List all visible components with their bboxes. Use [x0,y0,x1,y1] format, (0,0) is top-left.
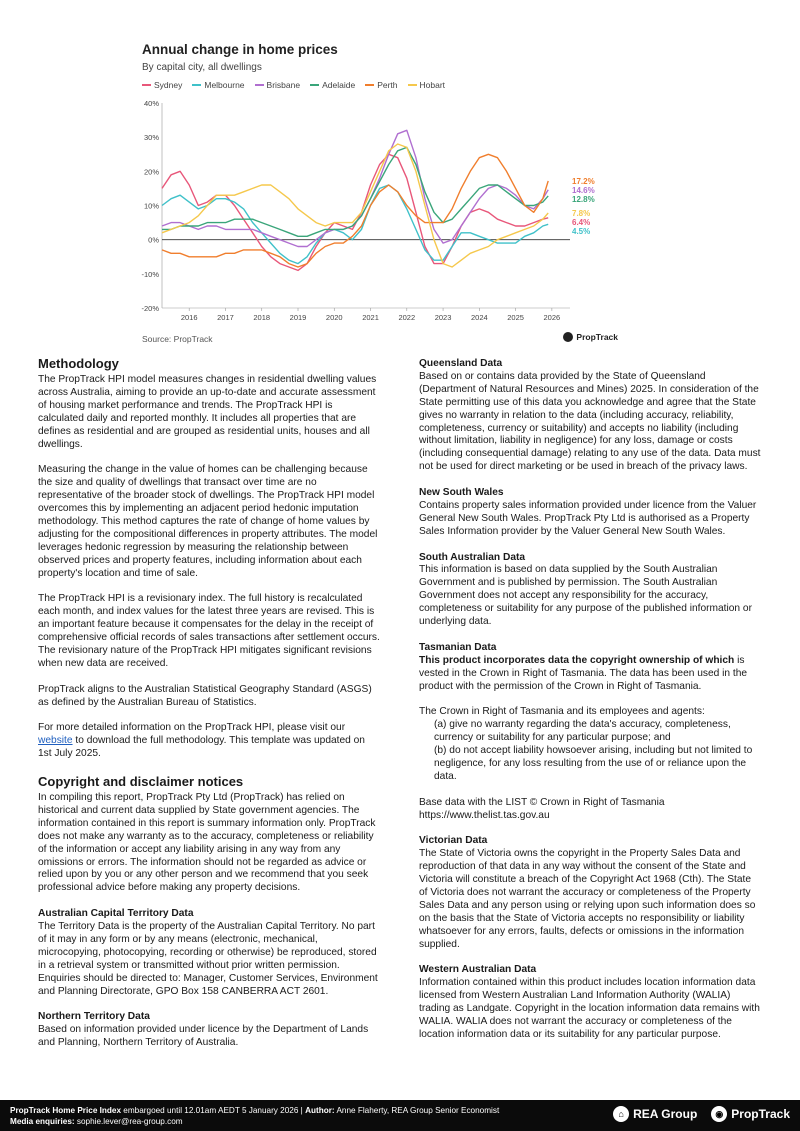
y-tick-label: -10% [141,269,159,279]
methodology-paragraph: For more detailed information on the PropTrack HPI, please visit our website to download the full methodology. This template was updated on 1st July 2025. [38,722,365,760]
legend-swatch [408,84,417,86]
legend-item-brisbane [255,80,301,90]
legend-item-melbourne [192,80,244,90]
rea-group-logo: ⌂ REA Group [613,1106,697,1122]
copyright-paragraph: In compiling this report, PropTrack Pty Ltd (PropTrack) has relied on historical and current data supplied by State government agencies. The information contained in this report is summary information only. PropTrack does not make any warranty as to the accuracy, completeness or reliability of the information or accept any liability arising in any way from any omissions or errors. The information should not be regarded as advice or relied upon by you or any other person and we recommend that you seek professional advice before making any property decisions. [38,792,376,894]
legend-item-perth [365,80,397,90]
y-tick-label: 30% [143,133,159,143]
media-email: sophie.lever@rea-group.com [74,1117,183,1126]
x-tick-label: 2018 [253,313,271,322]
end-label-melbourne: 4.5% [572,227,591,237]
act-heading: Australian Capital Territory Data [38,908,194,920]
x-tick-label: 2022 [398,313,416,322]
legend-swatch [310,84,319,86]
legend-label: Adelaide [322,80,356,90]
x-tick-label: 2026 [543,313,561,322]
methodology-paragraph: The PropTrack HPI is a revisionary index. The full history is recalculated each month, and index values for the latest three years are revised. This is an important feature because it compensates for the delay in the receipt of comprehensive official records of sales transactions after settlement occurs. The revisionary nature of the PropTrack HPI mitigates significant revisions when new data are received. [38,593,380,669]
act-paragraph: The Territory Data is the property of the Australian Capital Territory. No part of it may in any form or by any means (electronic, mechanical, microcopying, photocopying, recording or otherwise) be reproduced, stored in a retrieval system or transmitted without prior written permission. Enquiries should be directed to: Manager, Customer Services, Environment and Planning Directorate, GPO Box 158 CANBERRA ACT 2601. [38,921,378,997]
series-line-brisbane [162,130,548,246]
legend-label: Hobart [419,80,446,90]
sa-paragraph: This information is based on data supplied by the South Australian Government and is published by permission. The South Australian Government does not accept any responsibility for the accuracy, completeness or suitability for any purpose of the published information or underlying data. [419,564,752,628]
x-tick-label: 2025 [507,313,524,322]
legend-swatch [255,84,264,86]
methodology-paragraph: Measuring the change in the value of homes can be challenging because the size and quality of dwellings that transact over time are no representative of the broader stock of dwellings. The PropTrack HPI model overcomes this by implementing an adjacent period hedonic imputation methodology. This method captures the rate of change of home values by adjusting for the compositional differences in property attributes. The model leverages hedonic regression by measuring the relationship between observed prices and property features, including information about each property's location and time of sale. [38,464,378,579]
right-column [419,356,762,1055]
legend-item-hobart [408,80,446,90]
tas-item-b: (b) do not accept liability howsoever arising, including but not limited to negligence, for any loss resulting from the use of or reliance upon the data. [434,745,753,782]
wa-heading: Western Australian Data [419,964,537,976]
y-tick-label: 20% [143,167,159,177]
line-chart [140,98,620,334]
end-label-adelaide: 12.8% [572,194,595,204]
end-label-hobart: 7.8% [572,209,591,219]
tas-paragraph: This product incorporates data the copyright ownership of which is vested in the Crown in Right of Tasmania. The data has been used in the product with the permission of the Crown in Right of Tasmania. [419,654,748,692]
tas-base-data: Base data with the LIST © Crown in Right of Tasmania [419,796,665,808]
end-label-perth: 17.2% [572,176,595,186]
x-tick-label: 2019 [289,313,307,322]
footer-text: PropTrack Home Price Index embargoed until 12.01am AEDT 5 January 2026 | Author: Anne Flaherty, REA Group Senior Economist Media enquiries: sophie.lever@rea-group.com [10,1106,500,1126]
rea-home-icon: ⌂ [613,1106,629,1122]
x-tick-label: 2021 [362,313,379,322]
legend-swatch [365,84,374,86]
series-line-perth [162,154,548,267]
end-label-brisbane: 14.6% [572,185,595,195]
chart-subtitle: By capital city, all dwellings [142,62,262,73]
y-tick-label: 40% [143,99,159,108]
vic-heading: Victorian Data [419,835,488,847]
qld-paragraph: Based on or contains data provided by the State of Queensland (Department of Natural Resources and Mines) 2025. In consideration of the State permitting use of this data you acknowledge and agree that the State gives no warranty in relation to the data (including accuracy, reliability, completeness, currency or suitability) and accepts no liability (including without limitation, liability in negligence) for any loss, damage or costs (including consequential damage) relating to any use of the data. Data must not be used for direct marketing or be used in breach of the privacy laws. [419,370,761,473]
x-tick-label: 2020 [325,313,343,322]
wa-paragraph: Information contained within this product includes location information data licensed from Western Australian Land Information Authority (WALIA) trading as Landgate. Copyright in the location information data remains with WALIA. WALIA does not warrant the accuracy or completeness of the location information data or its suitability for any particular purpose. [419,977,760,1041]
vic-paragraph: The State of Victoria owns the copyright in the Property Sales Data and reproduction of that data in any way without the consent of the State and Victoria will constitute a breach of the Copyright Act 1968 (Cth). The State of Victoria does not warrant the accuracy or completeness of the Property Sales Data and any person using or relying upon such information does so on the basis that the State of Victoria accepts no responsibility or liability whatsoever for any errors, faults, defects or omissions in the information supplied. [419,848,756,950]
chart-title: Annual change in home prices [142,42,338,57]
tas-url: https://www.thelist.tas.gov.au [419,809,550,821]
proptrack-logo-icon [563,332,573,342]
footer-bar [0,1100,800,1131]
methodology-paragraph: PropTrack aligns to the Australian Statistical Geography Standard (ASGS) as defined by the Australian Bureau of Statistics. [38,683,372,708]
website-link[interactable]: website [38,735,73,747]
chart-container [140,42,620,347]
chart-source: Source: PropTrack [142,334,213,344]
methodology-paragraph: The PropTrack HPI model measures changes in residential dwelling values across Australia, aiming to provide an up-to-date and accurate assessment of housing market performance and trends. The PropTrack HPI is calculated daily and reported monthly. It includes all properties that are defines as residential and are grouped as residential units, houses and all dwellings. [38,374,377,450]
y-tick-label: 10% [143,201,159,211]
end-label-sydney: 6.4% [572,218,591,228]
chart-legend [142,80,445,90]
legend-item-adelaide [310,80,355,90]
y-tick-label: 0% [148,235,159,245]
tas-item-a: (a) give no warranty regarding the data's accuracy, completeness, currency or suitability for any particular purpose; and [434,719,731,744]
footer-logos [613,1106,790,1122]
methodology-heading: Methodology [38,356,119,371]
legend-label: Sydney [154,80,183,90]
legend-label: Melbourne [204,80,245,90]
legend-swatch [192,84,201,86]
tas-heading: Tasmanian Data [419,641,497,653]
series-line-hobart [162,144,548,267]
tas-paragraph: The Crown in Right of Tasmania and its employees and agents: [419,706,705,718]
x-tick-label: 2024 [470,313,488,322]
nsw-heading: New South Wales [419,487,504,499]
legend-label: Brisbane [266,80,301,90]
nt-paragraph: Based on information provided under licence by the Department of Lands and Planning, Northern Territory of Australia. [38,1024,369,1049]
x-tick-label: 2023 [434,313,452,322]
series-line-sydney [162,154,548,270]
proptrack-logo: ◉ PropTrack [711,1106,790,1122]
nsw-paragraph: Contains property sales information provided under licence from the Valuer General New South Wales. PropTrack Pty Ltd is authorised as a Property Sales Information provider by the Valuer General New South Wales. [419,499,757,537]
legend-item-sydney [142,80,182,90]
left-column [38,356,380,1063]
legend-label: Perth [377,80,398,90]
proptrack-mark-icon: ◉ [711,1106,727,1122]
qld-heading: Queensland Data [419,358,503,369]
sa-heading: South Australian Data [419,551,526,563]
y-tick-label: -20% [141,304,159,313]
nt-heading: Northern Territory Data [38,1011,150,1023]
legend-swatch [142,84,151,86]
series-line-adelaide [162,147,548,236]
copyright-heading: Copyright and disclaimer notices [38,774,244,790]
x-tick-label: 2016 [180,313,198,322]
x-tick-label: 2017 [217,313,234,322]
chart-logo: PropTrack [563,332,618,342]
